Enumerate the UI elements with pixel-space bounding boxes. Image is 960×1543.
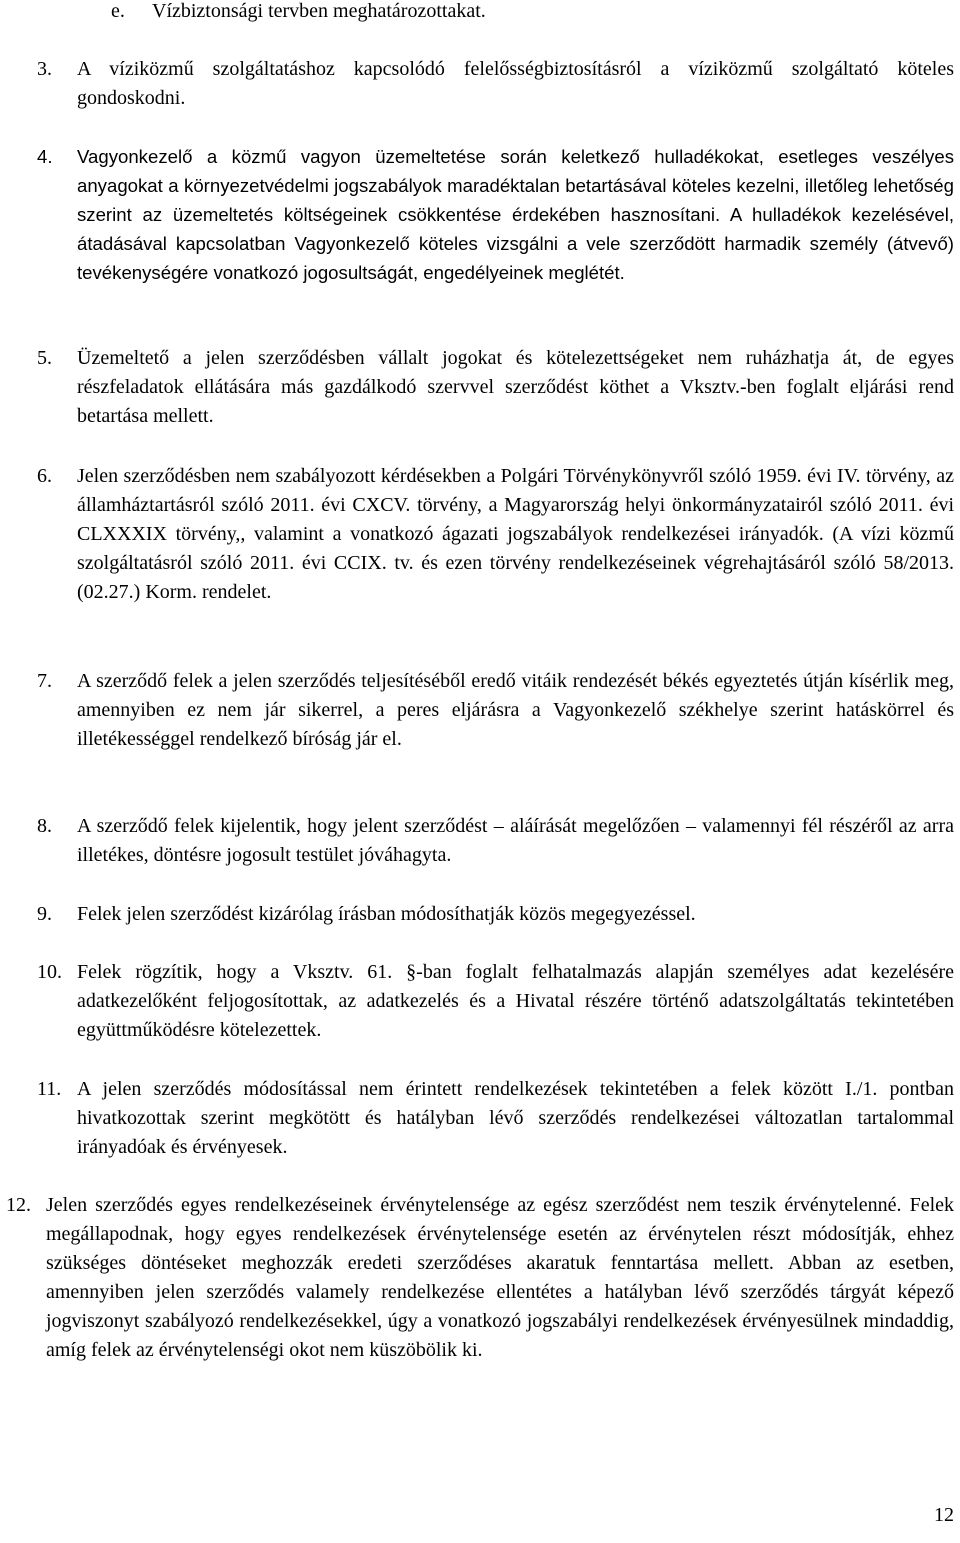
item-number: 4. [37, 146, 53, 167]
item-text: A jelen szerződés módosítással nem érintett rendelkezések tekintetében a felek között I./1. pontban hivatkozottak szerint megkötött és hatályban lévő szerződés rendelkezései változatlan tartalommal irányadóak és érvényesek. [77, 1078, 954, 1158]
item-number: 8. [37, 815, 52, 837]
item-number: 7. [37, 670, 52, 692]
item-text: Jelen szerződés egyes rendelkezéseinek érvénytelensége az egész szerződést nem teszik érvénytelenné. Felek megállapodnak, hogy egyes rendelkezések érvénytelensége esetén az érvénytelen részt módosítják, ehhez szükséges döntéseket meghozzák eredeti szerződéses akaratuk fenntartása mellett. Abban az esetben, amennyiben jelen szerződés valamely rendelkezése ellentétes a hatályban lévő szerződés tárgyát képező jogviszonyt szabályozó rendelkezésekkel, úgy a vonatkozó jogszabályi rendelkezések érvényesülnek mindaddig, amíg felek az érvénytelenségi okot nem küszöbölik ki. [46, 1194, 954, 1361]
page-number: 12 [934, 1504, 954, 1526]
item-text: Vízbiztonsági tervben meghatározottakat. [152, 0, 486, 22]
item-text: Vagyonkezelő a közmű vagyon üzemeltetése során keletkező hulladékokat, esetleges veszélyes anyagokat a környezetvédelmi jogszabályok maradéktalan betartásával köteles kezelni, illetőleg lehetőség szerint az üzemeltetés költségeinek csökkentése érdekében hasznosítani. A hulladékok kezelésével, átadásával kapcsolatban Vagyonkezelő köteles vizsgálni a vele szerződött harmadik személy (átvevő) tevékenységére vonatkozó jogosultságát, engedélyeinek meglétét. [77, 146, 954, 283]
item-number: 9. [37, 903, 52, 925]
item-number: e. [111, 0, 125, 22]
item-text: A szerződő felek kijelentik, hogy jelent szerződést – aláírását megelőzően – valamennyi fél részéről az arra illetékes, döntésre jogosult testület jóváhagyta. [77, 815, 954, 866]
item-number: 12. [6, 1194, 31, 1216]
item-text: Jelen szerződésben nem szabályozott kérdésekben a Polgári Törvénykönyvről szóló 1959. évi IV. törvény, az államháztartásról szóló 2011. évi CXCV. törvény, a Magyarország helyi önkormányzatairól szóló 2011. évi CLXXXIX törvény,, valamint a vonatkozó ágazati jogszabályok rendelkezései irányadók. (A vízi közmű szolgáltatásról szóló 2011. évi CCIX. tv. és ezen törvény rendelkezéseinek végrehajtásáról szóló 58/2013. (02.27.) Korm. rendelet. [77, 465, 954, 603]
item-number: 3. [37, 58, 52, 80]
item-number: 6. [37, 465, 52, 487]
item-text: Felek jelen szerződést kizárólag írásban módosíthatják közös megegyezéssel. [77, 903, 696, 925]
item-number: 5. [37, 347, 52, 369]
item-number: 10. [37, 961, 62, 983]
item-text: Felek rögzítik, hogy a Vksztv. 61. §-ban foglalt felhatalmazás alapján személyes adat kezelésére adatkezelőként feljogosítottak, az adatkezelés és a Hivatal részére történő adatszolgáltatás tekintetében együttműködésre kötelezettek. [77, 961, 954, 1041]
item-number: 11. [37, 1078, 62, 1100]
item-text: A víziközmű szolgáltatáshoz kapcsolódó felelősségbiztosításról a víziközmű szolgáltató köteles gondoskodni. [77, 58, 954, 109]
item-text: Üzemeltető a jelen szerződésben vállalt jogokat és kötelezettségeket nem ruházhatja át, de egyes részfeladatok ellátására más gazdálkodó szervvel szerződést köthet a Vksztv.-ben foglalt eljárási rend betartása mellett. [77, 347, 954, 427]
item-text: A szerződő felek a jelen szerződés teljesítéséből eredő vitáik rendezését békés egyeztetés útján kísérlik meg, amennyiben ez nem jár sikerrel, a peres eljárásra a Vagyonkezelő székhelye szerint hatáskörrel és illetékességgel rendelkező bíróság jár el. [77, 670, 954, 750]
